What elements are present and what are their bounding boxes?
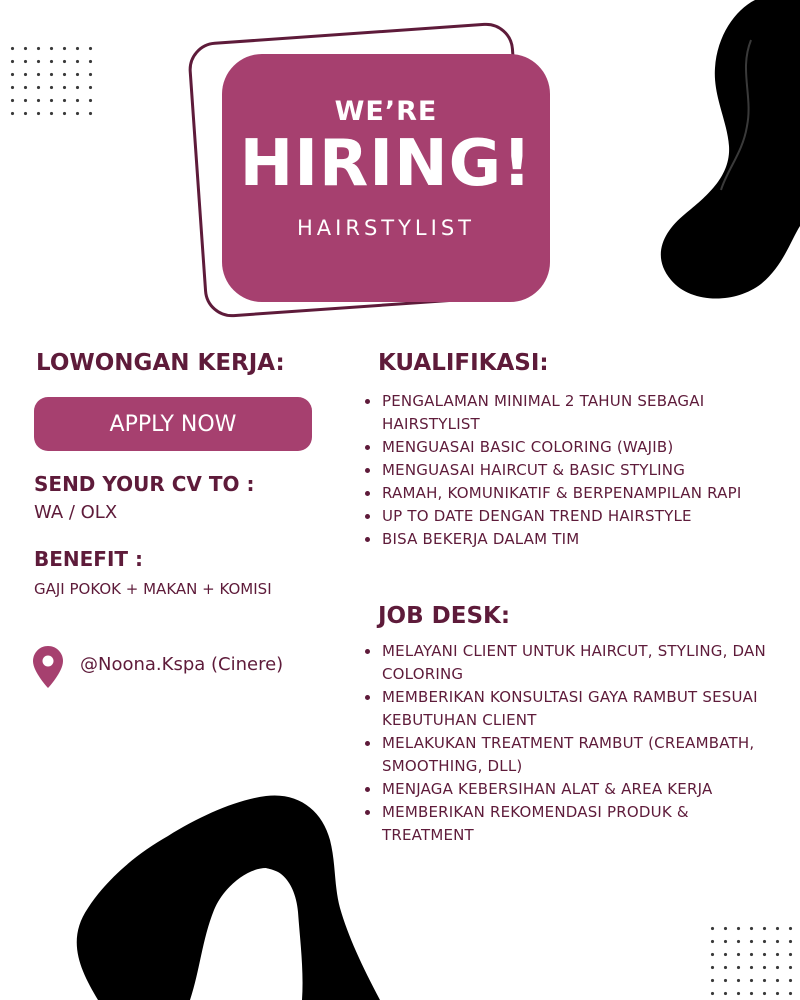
- hair-silhouette-top-right: [655, 0, 800, 305]
- qualifications-heading: KUALIFIKASI:: [378, 350, 549, 376]
- list-item: MEMBERIKAN REKOMENDASI PRODUK & TREATMENT: [362, 801, 777, 847]
- list-item: MENGUASAI HAIRCUT & BASIC STYLING: [362, 459, 777, 482]
- hero-title: HIRING!: [239, 127, 533, 201]
- list-item: UP TO DATE DENGAN TREND HAIRSTYLE: [362, 505, 777, 528]
- location-pin-icon: [33, 646, 63, 688]
- hero-role: HAIRSTYLIST: [297, 216, 475, 240]
- list-item: MENJAGA KEBERSIHAN ALAT & AREA KERJA: [362, 778, 777, 801]
- dot-pattern-bottom-right: [706, 922, 798, 1000]
- apply-now-button[interactable]: APPLY NOW: [34, 397, 312, 451]
- dot-pattern-top-left: [6, 42, 98, 120]
- list-item: MELAKUKAN TREATMENT RAMBUT (CREAMBATH, SMOOTHING, DLL): [362, 732, 777, 778]
- benefit-value: GAJI POKOK + MAKAN + KOMISI: [34, 580, 272, 598]
- hero-subtitle: WE’RE: [334, 96, 438, 127]
- list-item: MENGUASAI BASIC COLORING (WAJIB): [362, 436, 777, 459]
- list-item: MELAYANI CLIENT UNTUK HAIRCUT, STYLING, DAN COLORING: [362, 640, 777, 686]
- jobdesk-heading: JOB DESK:: [378, 603, 511, 629]
- qualifications-list: [362, 390, 777, 551]
- list-item: PENGALAMAN MINIMAL 2 TAHUN SEBAGAI HAIRSTYLIST: [362, 390, 777, 436]
- list-item: MEMBERIKAN KONSULTASI GAYA RAMBUT SESUAI KEBUTUHAN CLIENT: [362, 686, 777, 732]
- location-text: @Noona.Kspa (Cinere): [80, 654, 284, 675]
- send-cv-value: WA / OLX: [34, 502, 118, 523]
- list-item: BISA BEKERJA DALAM TIM: [362, 528, 777, 551]
- benefit-heading: BENEFIT :: [34, 547, 144, 571]
- person-silhouette-bottom-left: [40, 790, 380, 1000]
- jobdesk-list: [362, 640, 777, 847]
- list-item: RAMAH, KOMUNIKATIF & BERPENAMPILAN RAPI: [362, 482, 777, 505]
- job-opening-heading: LOWONGAN KERJA:: [36, 350, 285, 376]
- send-cv-heading: SEND YOUR CV TO :: [34, 472, 255, 496]
